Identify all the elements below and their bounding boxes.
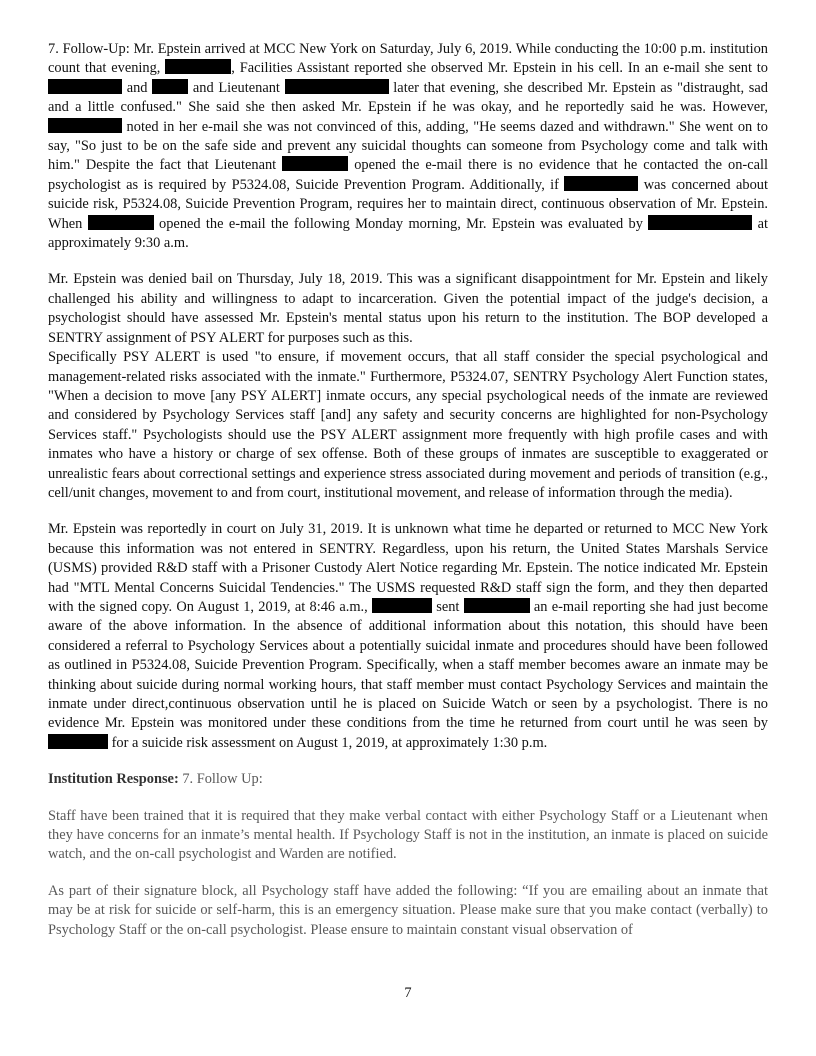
redaction-box: [282, 156, 348, 171]
redaction-box: [564, 176, 638, 191]
redaction-box: [48, 118, 122, 133]
psy-alert-paragraph: Specifically PSY ALERT is used "to ensure, if movement occurs, that all staff consider the special psychological and management-related risks associated with the inmate." Furthermore, P5324.07, SENTRY Psychology Alert Function states, "When a decision to move [any PSY ALERT] inmate occurs, any special psychological needs of the inmate are reviewed and considered by Psychology Services staff [and] any safety and security concerns are highlighted for non-Psychology Services staff." Psychologists should use the PSY ALERT assignment more frequently with high profile cases and with inmates who have a history or charge of sex offense. Both of these groups of inmates are susceptible to exaggerated or unrealistic fears about correctional settings and experience stress associated during movement and periods of transition (e.g., cell/unit changes, movement to and from court, institutional movement, and release of information through the media).: [48, 349, 768, 501]
bail-paragraph: Mr. Epstein was denied bail on Thursday, July 18, 2019. This was a significant disappointment for Mr. Epstein and likely challenged his ability and willingness to adapt to incarceration. Given the potential impact of the judge's decision, a psychologist should have assessed Mr. Epstein's mental status upon his return to the institution. The BOP developed a SENTRY assignment of PSY ALERT for purposes such as this.: [48, 271, 768, 346]
follow-up-paragraph: 7. Follow-Up: Mr. Epstein arrived at MCC New York on Saturday, July 6, 2019. While conducting the 10:00 p.m. institution count that evening, , Facilities Assistant reported she observed Mr. Epstein in his cell. In an e-mail she sent to and and Lieutenant later that evening, she described Mr. Epstein as "distraught, sad and a little confused." She said she then asked Mr. Epstein if he was okay, and he reportedly said he was. However, noted in her e-mail she was not convinced of this, adding, "He seems dazed and withdrawn." She went on to say, "So just to be on the safe side and prevent any suicidal thoughts can someone from Psychology come and talk with him." Despite the fact that Lieutenant opened the e-mail there is no evidence that he contacted the on-call psychologist as is required by P5324.08, Suicide Prevention Program. Additionally, if was concerned about suicide risk, P5324.08, Suicide Prevention Program, requires her to maintain direct, continuous observation of Mr. Epstein. When opened the e-mail the following Monday morning, Mr. Epstein was evaluated by at approximately 9:30 a.m.: [48, 41, 768, 252]
institution-response-label: Institution Response:: [48, 771, 179, 788]
response-paragraph-1: Staff have been trained that it is required that they make verbal contact with either Psychology Staff or a Lieutenant when they have concerns for an inmate’s mental health. If Psychology Staff is not in the institution, an inmate is placed on suicide watch, and the on-call psychologist and Warden are notified.: [48, 807, 768, 863]
redaction-box: [372, 598, 432, 613]
redaction-box: [48, 734, 108, 749]
redaction-box: [285, 79, 389, 94]
redaction-box: [152, 79, 188, 94]
redaction-box: [464, 598, 530, 613]
redaction-box: [48, 79, 122, 94]
redaction-box: [88, 215, 154, 230]
court-paragraph: Mr. Epstein was reportedly in court on July 31, 2019. It is unknown what time he departed or returned to MCC New York because this information was not entered in SENTRY. Regardless, upon his return, the United States Marshals Service (USMS) provided R&D staff with a Prisoner Custody Alert Notice regarding Mr. Epstein. The notice indicated Mr. Epstein had "MTL Mental Concerns Suicidal Tendencies." The USMS requested R&D staff sign the form, and they then departed with the signed copy. On August 1, 2019, at 8:46 a.m., sent an e-mail reporting she had just become aware of the above information. In the absence of additional information about this notation, this should have been considered a referral to Psychology Services about a potentially suicidal inmate and procedures should have been followed as outlined in P5324.08, Suicide Prevention Program. Specifically, when a staff member becomes aware an inmate may be thinking about suicide during normal working hours, that staff member must contact Psychology Services and maintain the inmate under direct,continuous observation until he is placed on Suicide Watch or seen by a psychologist. There is no evidence Mr. Epstein was monitored under these conditions from the time he returned from court until he was seen by for a suicide risk assessment on August 1, 2019, at approximately 1:30 p.m.: [48, 521, 768, 751]
redaction-box: [648, 215, 752, 230]
institution-response-heading: Institution Response: 7. Follow Up:: [48, 771, 263, 788]
page-number: 7: [404, 985, 412, 1001]
response-paragraph-2: As part of their signature block, all Psychology staff have added the following: “If you are emailing about an inmate that may be at risk for suicide or self-harm, this is an emergency situation. Please make sure that you make contact (verbally) to Psychology Staff or the on-call psychologist. Please ensure to maintain constant visual observation of: [48, 882, 768, 938]
redaction-box: [165, 59, 231, 74]
